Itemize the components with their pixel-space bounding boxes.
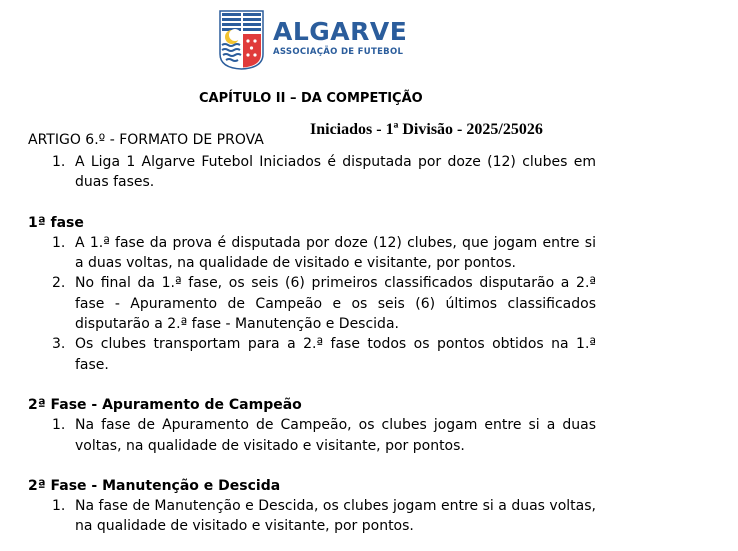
list-item — [28, 415, 596, 456]
list-item-text: Na fase de Apuramento de Campeão, os clubes jogam entre si a duas voltas, na qualidade de visitado e visitante, por pontos. — [75, 417, 596, 454]
list-item — [28, 334, 596, 375]
list-item — [28, 233, 596, 274]
section-title: 2ª Fase - Manutenção e Descida — [28, 477, 281, 494]
list-item-text: A Liga 1 Algarve Futebol Iniciados é disputada por doze (12) clubes em duas fases. — [75, 154, 596, 191]
list-item-number: 1. — [52, 154, 66, 170]
logo-name: ALGARVE — [273, 17, 408, 46]
section-list — [28, 496, 596, 537]
list-item — [28, 273, 596, 334]
competition-title: Iniciados - 1ª Divisão - 2025/25026 — [310, 121, 543, 138]
chapter-title: CAPÍTULO II – DA COMPETIÇÃO — [199, 91, 423, 106]
section-title: 1ª fase — [28, 214, 84, 231]
list-item-text: No final da 1.ª fase, os seis (6) primeiros classificados disputarão a 2.ª fase - Apuramento de Campeão e os seis (6) últimos classificados disputarão a 2.ª fase - Manutenção e Descida. — [75, 275, 596, 333]
list-item — [28, 152, 596, 193]
list-item-text: A 1.ª fase da prova é disputada por doze (12) clubes, que jogam entre si a duas voltas, na qualidade de visitado e visitante, por pontos. — [75, 234, 596, 272]
list-item-number: 1. — [52, 417, 66, 434]
document-body — [28, 152, 596, 537]
logo-subtitle: ASSOCIAÇÃO DE FUTEBOL — [273, 47, 404, 57]
section-list — [28, 415, 596, 456]
list-item-number: 3. — [52, 336, 66, 353]
list-item-number: 1. — [52, 498, 66, 515]
list-item-text: Os clubes transportam para a 2.ª fase todos os pontos obtidos na 1.ª fase. — [75, 336, 596, 373]
intro-list — [28, 152, 596, 193]
section-list — [28, 233, 596, 375]
list-item-text: Na fase de Manutenção e Descida, os clubes jogam entre si a duas voltas, na qualidade de visitado e visitante, por pontos. — [75, 498, 596, 535]
article-title: ARTIGO 6.º - FORMATO DE PROVA — [28, 132, 264, 148]
list-item-number: 2. — [52, 275, 66, 292]
list-item — [28, 496, 596, 537]
section-title: 2ª Fase - Apuramento de Campeão — [28, 396, 302, 413]
list-item-number: 1. — [52, 234, 66, 251]
